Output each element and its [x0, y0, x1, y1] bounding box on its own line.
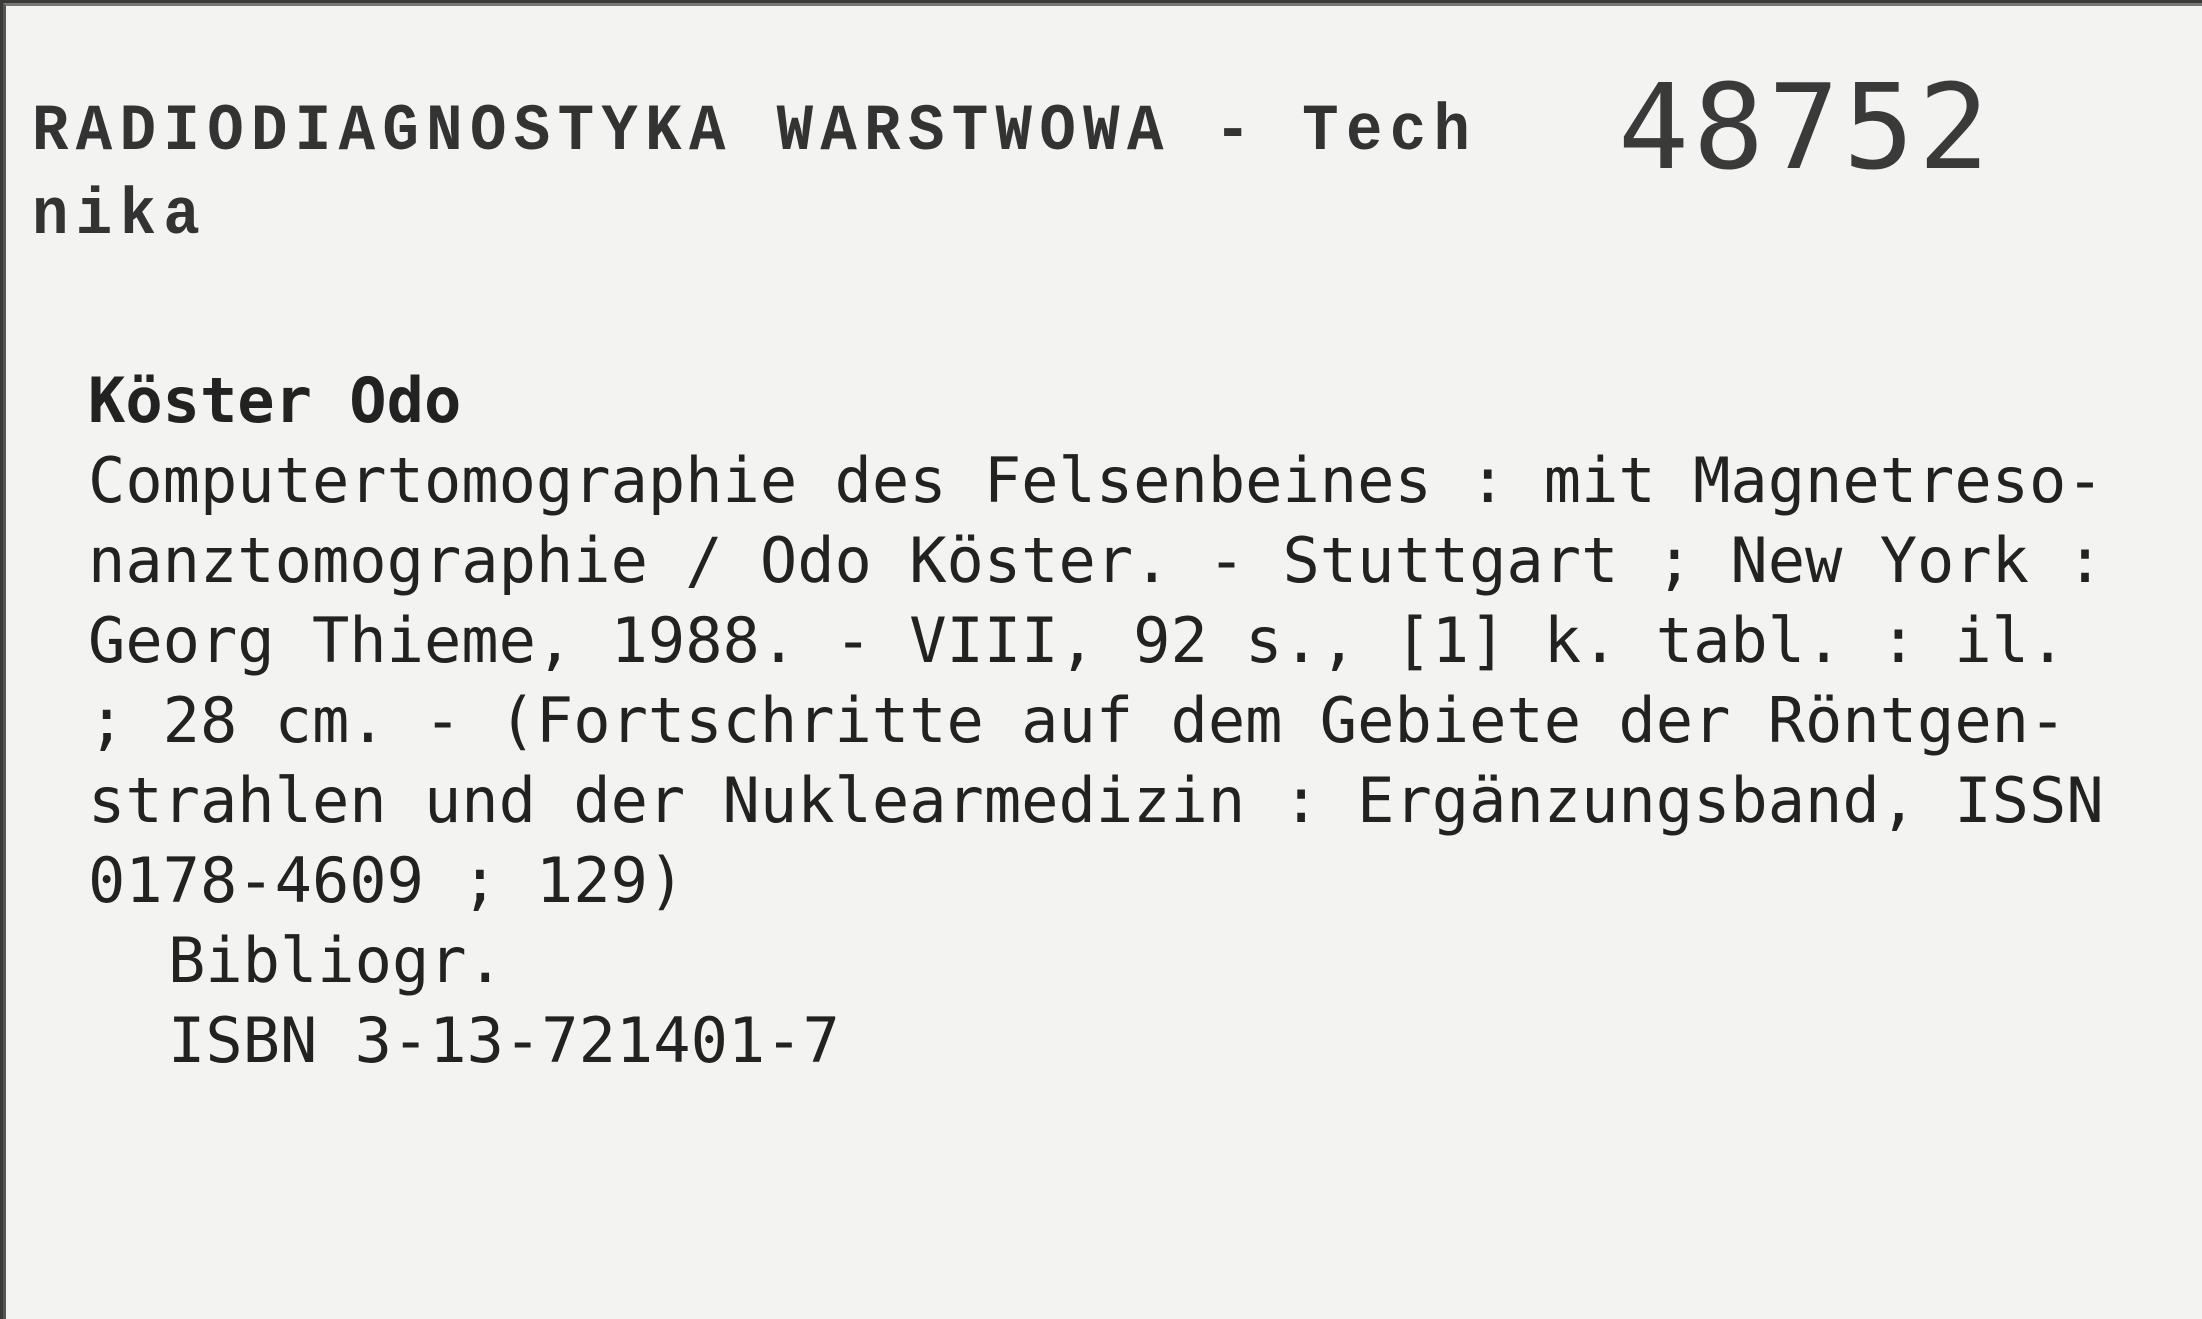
description-line: Computertomographie des Felsenbeines : mit Magnetreso- [88, 444, 2104, 517]
catalog-card [3, 3, 2202, 1319]
description-line: 0178-4609 ; 129) [88, 844, 686, 917]
note-isbn: ISBN 3-13-721401-7 [168, 1004, 840, 1077]
note-bibliography: Bibliogr. [168, 924, 504, 997]
subject-heading: RADIODIAGNOSTYKA WARSTWOWA - Tech [32, 94, 1478, 169]
author-heading: Köster Odo [88, 364, 462, 437]
description-line: strahlen und der Nuklearmedizin : Ergänzungsband, ISSN [88, 764, 2104, 837]
call-number: 48752 [1618, 58, 1994, 196]
description-line: ; 28 cm. - (Fortschritte auf dem Gebiete der Röntgen- [88, 684, 2067, 757]
subject-heading-continued: nika [32, 178, 208, 253]
description-line: Georg Thieme, 1988. - VIII, 92 s., [1] k. tabl. : il. [88, 604, 2067, 677]
description-line: nanztomographie / Odo Köster. - Stuttgart ; New York : [88, 524, 2104, 597]
